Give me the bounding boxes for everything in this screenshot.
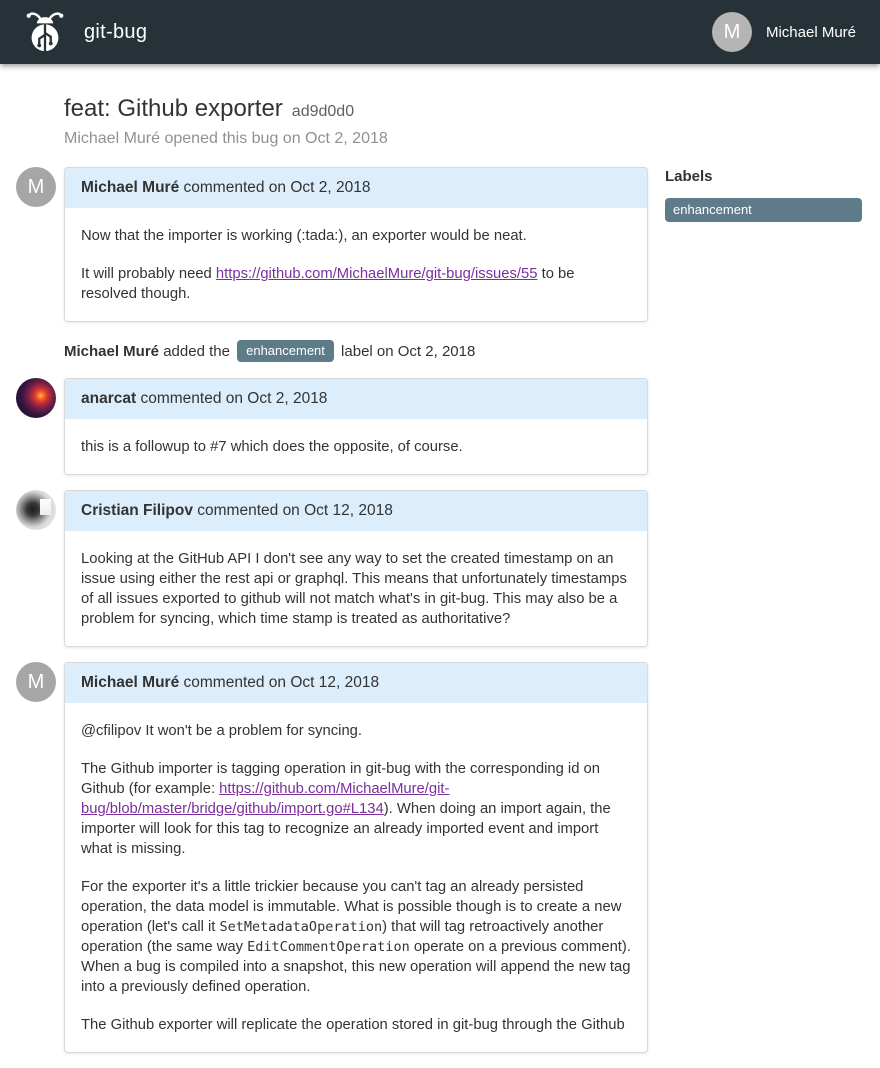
comment-entry bbox=[0, 490, 648, 647]
comment-card bbox=[64, 490, 648, 647]
comment-body bbox=[65, 226, 647, 321]
code-span: SetMetadataOperation bbox=[219, 919, 383, 935]
bug-title-block bbox=[64, 95, 648, 148]
comment-body bbox=[65, 437, 647, 474]
avatar: M bbox=[16, 662, 56, 702]
comment-paragraph: The Github exporter will replicate the operation stored in git-bug through the Github bbox=[81, 1017, 625, 1033]
comment-author: Cristian Filipov bbox=[81, 502, 193, 519]
comment-author: Michael Muré bbox=[81, 179, 180, 196]
comment-header bbox=[65, 491, 647, 531]
brand-home-link[interactable] bbox=[22, 9, 147, 55]
current-user-name: Michael Muré bbox=[765, 23, 856, 41]
label-event bbox=[0, 340, 648, 362]
comment-paragraph: Looking at the GitHub API I don't see any way to set the created timestamp on an issue using either the rest api or graphql. This means that unfortunately timestamps of all issues exported to github will not match what's in git-bug. This may also be a problem for syncing, which time stamp is treated as authoritative? bbox=[81, 551, 627, 627]
labels-sidebar bbox=[665, 64, 862, 222]
comment-body bbox=[65, 721, 647, 1052]
event-text: label on Oct 2, 2018 bbox=[336, 343, 476, 360]
comment-paragraph bbox=[81, 264, 631, 304]
comment-body bbox=[65, 549, 647, 646]
event-author: Michael Muré bbox=[64, 343, 160, 360]
code-span: EditCommentOperation bbox=[247, 939, 410, 955]
comment-paragraph bbox=[81, 877, 631, 997]
comment-text: ). When doing an import again, the importer will look for this tag to recognize an already imported event and import what is missing. bbox=[81, 801, 611, 857]
labels-heading: Labels bbox=[665, 168, 713, 185]
avatar bbox=[16, 378, 56, 418]
comment-text: It will probably need bbox=[81, 266, 216, 282]
comment-meta: commented on Oct 12, 2018 bbox=[192, 502, 393, 519]
sidebar-label-enhancement: enhancement bbox=[665, 198, 862, 222]
bug-title-text: feat: Github exporter bbox=[64, 95, 283, 122]
comment-header bbox=[65, 168, 647, 208]
comment-card bbox=[64, 378, 648, 475]
current-user bbox=[712, 12, 864, 52]
comment-text: For the exporter it's a little trickier because you can't tag an already persisted operation, the data model is immutable. What is possible though is to create a new operation (let's call it bbox=[81, 879, 622, 935]
comment-card bbox=[64, 167, 648, 322]
page-title bbox=[64, 95, 648, 123]
comment-author: Michael Muré bbox=[81, 674, 180, 691]
comment-entry bbox=[0, 378, 648, 475]
timeline bbox=[0, 167, 648, 1053]
ladybug-logo-icon bbox=[22, 9, 68, 55]
app-bar bbox=[0, 0, 880, 64]
comment-text: to be resolved though. bbox=[81, 266, 575, 302]
event-text: added the bbox=[159, 343, 235, 360]
comment-paragraph bbox=[81, 759, 631, 859]
app-title: git-bug bbox=[84, 20, 148, 43]
source-code-link[interactable]: https://github.com/MichaelMure/git-bug/blob/master/bridge/github/import.go#L134 bbox=[81, 781, 450, 817]
comment-meta: commented on Oct 2, 2018 bbox=[136, 390, 328, 407]
label-chip-enhancement: enhancement bbox=[237, 340, 334, 362]
main-column bbox=[0, 64, 648, 1068]
comment-paragraph: @cfilipov It won't be a problem for syncing. bbox=[81, 723, 363, 739]
comment-author: anarcat bbox=[81, 390, 137, 407]
comment-entry bbox=[0, 167, 648, 322]
comment-meta: commented on Oct 12, 2018 bbox=[179, 674, 380, 691]
comment-card bbox=[64, 662, 648, 1053]
comment-paragraph: this is a followup to #7 which does the opposite, of course. bbox=[81, 439, 463, 455]
issue-link[interactable]: https://github.com/MichaelMure/git-bug/issues/55 bbox=[215, 266, 538, 282]
bug-opened-line: Michael Muré opened this bug on Oct 2, 2018 bbox=[64, 130, 388, 147]
page-content bbox=[0, 64, 880, 1068]
comment-meta: commented on Oct 2, 2018 bbox=[179, 179, 371, 196]
comment-text: ) that will tag retroactively another operation (the same way bbox=[81, 919, 604, 955]
comment-text: operate on a previous comment). When a bug is compiled into a snapshot, this new operation will append the new tag into a previously defined operation. bbox=[81, 939, 631, 995]
comment-text: The Github importer is tagging operation in git-bug with the corresponding id on Github (for example: bbox=[81, 761, 601, 797]
comment-entry bbox=[0, 662, 648, 1053]
comment-header bbox=[65, 379, 647, 419]
comment-header bbox=[65, 663, 647, 703]
avatar: M bbox=[16, 167, 56, 207]
bug-hash: ad9d0d0 bbox=[291, 103, 355, 120]
avatar bbox=[16, 490, 56, 530]
current-user-avatar: M bbox=[712, 12, 752, 52]
comment-paragraph: Now that the importer is working (:tada:), an exporter would be neat. bbox=[81, 228, 527, 244]
